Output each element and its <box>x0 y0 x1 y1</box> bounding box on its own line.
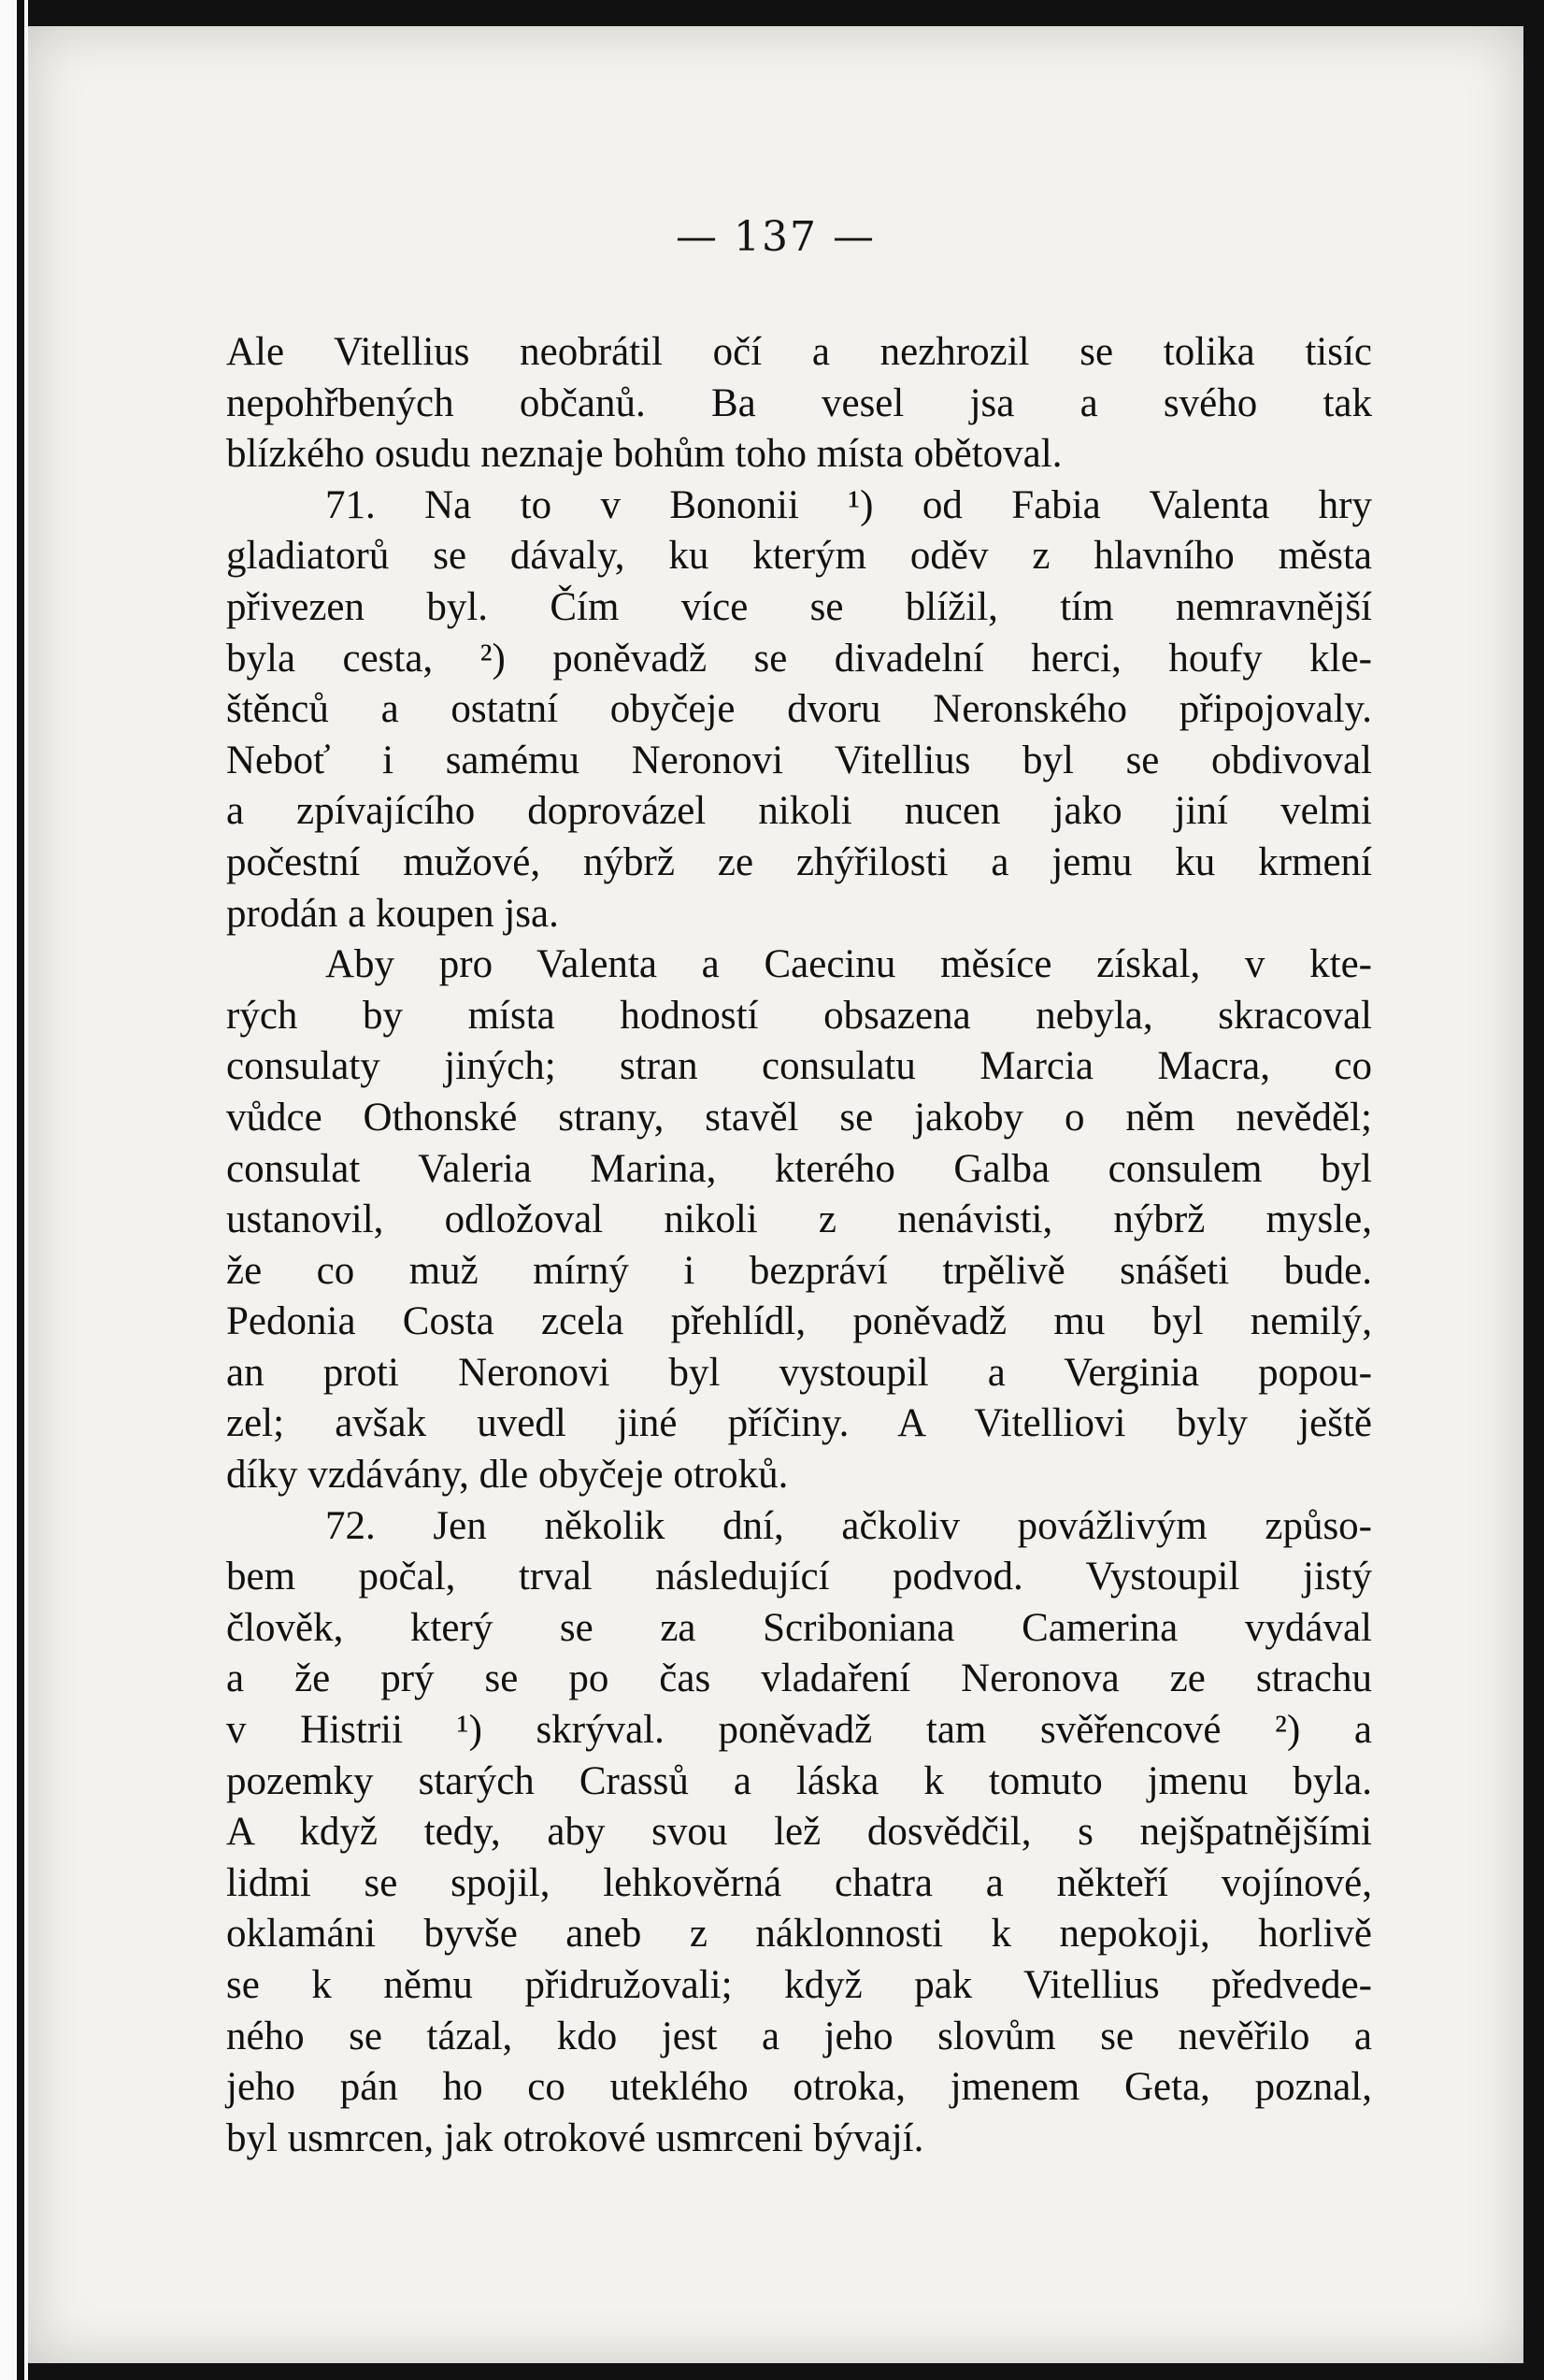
body-text <box>226 327 1372 2164</box>
text-line: rých by místa hodností obsazena nebyla, skracoval <box>226 993 1372 1038</box>
text-line: 71. Na to v Bononii ¹) od Fabia Valenta hry <box>325 482 1372 527</box>
text-line: ustanovil, odložoval nikoli z nenávisti, nýbrž mysle, <box>226 1197 1372 1242</box>
text-line: se k němu přidružovali; když pak Vitellius předvede- <box>226 1963 1372 2007</box>
text-line: člověk, který se za Scriboniana Camerina vydával <box>226 1605 1372 1650</box>
text-line: gladiatorů se dávaly, ku kterým oděv z hlavního města <box>226 534 1372 579</box>
text-line: Ale Vitellius neobrátil očí a nezhrozil se tolika tisíc <box>226 330 1372 374</box>
text-line: a zpívajícího doprovázel nikoli nucen jako jiní velmi <box>226 789 1372 834</box>
text-line: consulaty jiných; stran consulatu Marcia Macra, co <box>226 1044 1372 1089</box>
text-line: bem počal, trval následující podvod. Vystoupil jistý <box>226 1555 1372 1599</box>
text-line: an proti Neronovi byl vystoupil a Verginia popou- <box>226 1350 1372 1395</box>
book-page <box>28 26 1523 2363</box>
text-line: přivezen byl. Čím více se blížil, tím nemravnější <box>226 584 1372 629</box>
text-line: vůdce Othonské strany, stavěl se jakoby o něm nevěděl; <box>226 1095 1372 1140</box>
text-line: zel; avšak uvedl jiné příčiny. A Vitelliovi byly ještě <box>226 1401 1372 1446</box>
text-line: jeho pán ho co uteklého otroka, jmenem Geta, poznal, <box>226 2065 1372 2110</box>
text-line: blízkého osudu neznaje bohům toho místa obětoval. <box>226 432 1063 477</box>
text-line: Pedonia Costa zcela přehlídl, poněvadž mu byl nemilý, <box>226 1299 1372 1344</box>
text-line: byla cesta, ²) poněvadž se divadelní herci, houfy kle- <box>226 636 1372 681</box>
spine-rule <box>17 0 24 2380</box>
text-line: oklamáni byvše aneb z náklonnosti k nepokoji, horlivě <box>226 1912 1372 1957</box>
text-line: 72. Jen několik dní, ačkoliv povážlivým způso- <box>325 1503 1372 1548</box>
text-line: a že prý se po čas vladaření Neronova ze strachu <box>226 1656 1372 1701</box>
text-line: A když tedy, aby svou lež dosvědčil, s nejšpatnějšími <box>226 1810 1372 1855</box>
text-line: Neboť i samému Neronovi Vitellius byl se obdivoval <box>226 738 1372 782</box>
text-line: v Histrii ¹) skrýval. poněvadž tam svěřencové ²) a <box>226 1708 1372 1753</box>
page-number: — 137 — <box>676 213 876 261</box>
text-line: nepohřbených občanů. Ba vesel jsa a svého tak <box>226 380 1372 425</box>
text-line: prodán a koupen jsa. <box>226 891 559 936</box>
text-line: Aby pro Valenta a Caecinu měsíce získal, v kte- <box>325 942 1372 987</box>
text-line: počestní mužové, nýbrž ze zhýřilosti a jemu ku krmení <box>226 839 1372 884</box>
text-line: lidmi se spojil, lehkověrná chatra a někteří vojínové, <box>226 1860 1372 1905</box>
book-spine-edge <box>0 0 28 2380</box>
text-line: consulat Valeria Marina, kterého Galba consulem byl <box>226 1146 1372 1191</box>
text-line: byl usmrcen, jak otrokové usmrceni bývají. <box>226 2115 924 2160</box>
text-line: pozemky starých Crassů a láska k tomuto jmenu byla. <box>226 1758 1372 1803</box>
text-line: ného se tázal, kdo jest a jeho slovům se nevěřilo a <box>226 2014 1372 2058</box>
text-line: štěnců a ostatní obyčeje dvoru Neronského připojovaly. <box>226 687 1372 732</box>
text-line: díky vzdávány, dle obyčeje otroků. <box>226 1453 789 1498</box>
text-line: že co muž mírný i bezpráví trpělivě snášeti bude. <box>226 1248 1372 1293</box>
